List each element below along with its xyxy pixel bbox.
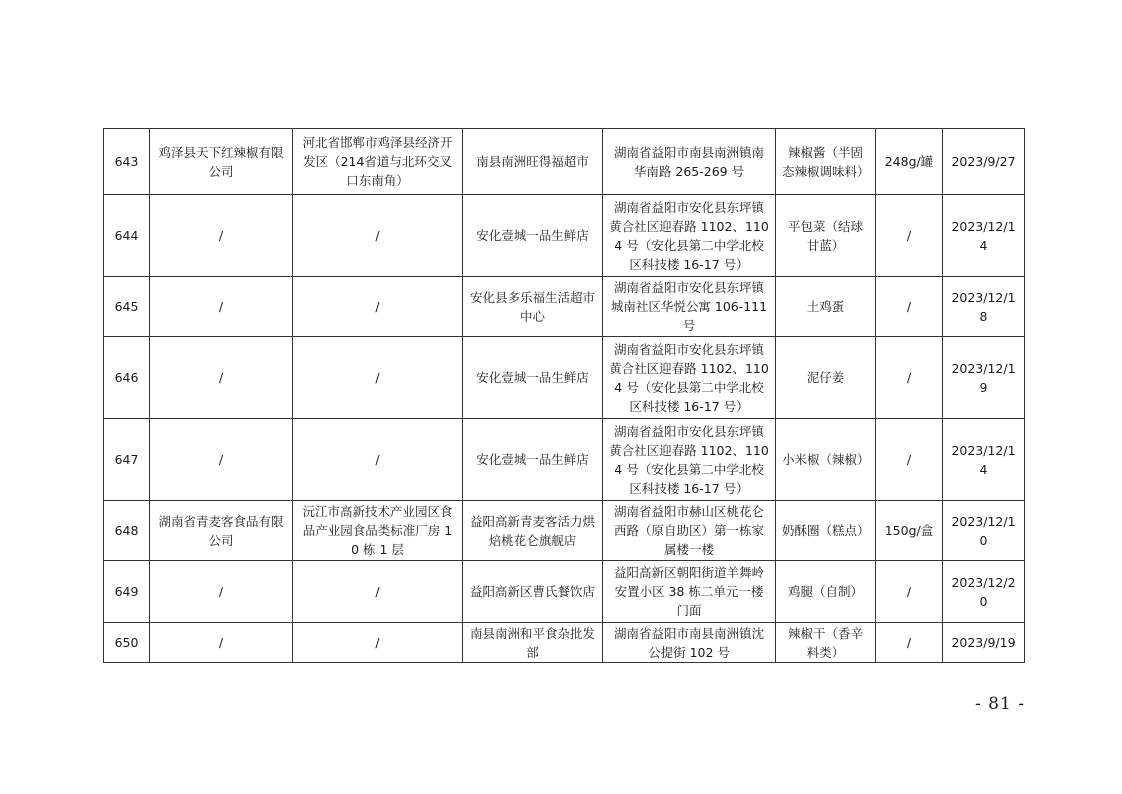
product-name-cell: 土鸡蛋	[776, 277, 876, 337]
production-date-cell: 2023/12/20	[943, 561, 1025, 623]
row-number-cell: 646	[104, 337, 150, 419]
product-name-cell: 辣椒酱（半固态辣椒调味料）	[776, 129, 876, 195]
producer-address-cell: /	[293, 277, 463, 337]
product-spec-cell: /	[876, 623, 943, 663]
producer-address-cell: /	[293, 195, 463, 277]
producer-address-cell: /	[293, 337, 463, 419]
product-name-cell: 平包菜（结球甘蓝）	[776, 195, 876, 277]
row-number-cell: 650	[104, 623, 150, 663]
seller-address-cell: 湖南省益阳市南县南洲镇南华南路 265-269 号	[603, 129, 776, 195]
table-row	[104, 129, 1025, 195]
table-row	[104, 277, 1025, 337]
table-row	[104, 337, 1025, 419]
product-spec-cell: 248g/罐	[876, 129, 943, 195]
seller-name-cell: 南县南洲旺得福超市	[463, 129, 603, 195]
producer-address-cell: 沅江市高新技术产业园区食品产业园食品类标准厂房 10 栋 1 层	[293, 501, 463, 561]
seller-name-cell: 益阳高新区曹氏餐饮店	[463, 561, 603, 623]
production-date-cell: 2023/9/27	[943, 129, 1025, 195]
page-number: - 81 -	[975, 694, 1025, 714]
row-number-cell: 645	[104, 277, 150, 337]
table-row	[104, 561, 1025, 623]
table-row	[104, 195, 1025, 277]
seller-name-cell: 安化壹城一品生鲜店	[463, 337, 603, 419]
producer-name-cell: /	[150, 277, 293, 337]
production-date-cell: 2023/12/10	[943, 501, 1025, 561]
seller-name-cell: 安化县多乐福生活超市中心	[463, 277, 603, 337]
row-number-cell: 648	[104, 501, 150, 561]
product-spec-cell: /	[876, 277, 943, 337]
production-date-cell: 2023/9/19	[943, 623, 1025, 663]
seller-address-cell: 湖南省益阳市安化县东坪镇黄合社区迎春路 1102、1104 号（安化县第二中学北校区科技楼 16-17 号）	[603, 337, 776, 419]
table-row	[104, 501, 1025, 561]
product-spec-cell: /	[876, 419, 943, 501]
table-row	[104, 623, 1025, 663]
producer-name-cell: 鸡泽县天下红辣椒有限公司	[150, 129, 293, 195]
product-spec-cell: /	[876, 337, 943, 419]
seller-address-cell: 湖南省益阳市南县南洲镇沈公提街 102 号	[603, 623, 776, 663]
row-number-cell: 643	[104, 129, 150, 195]
seller-address-cell: 湖南省益阳市赫山区桃花仑西路（原自助区）第一栋家属楼一楼	[603, 501, 776, 561]
producer-address-cell: /	[293, 623, 463, 663]
seller-name-cell: 安化壹城一品生鲜店	[463, 419, 603, 501]
production-date-cell: 2023/12/18	[943, 277, 1025, 337]
producer-name-cell: /	[150, 337, 293, 419]
producer-name-cell: /	[150, 419, 293, 501]
product-spec-cell: 150g/盒	[876, 501, 943, 561]
production-date-cell: 2023/12/14	[943, 195, 1025, 277]
row-number-cell: 647	[104, 419, 150, 501]
product-spec-cell: /	[876, 195, 943, 277]
seller-address-cell: 湖南省益阳市安化县东坪镇黄合社区迎春路 1102、1104 号（安化县第二中学北校区科技楼 16-17 号）	[603, 419, 776, 501]
table-row	[104, 419, 1025, 501]
production-date-cell: 2023/12/14	[943, 419, 1025, 501]
records-table	[103, 128, 1025, 663]
producer-address-cell: 河北省邯郸市鸡泽县经济开发区（214省道与北环交叉口东南角）	[293, 129, 463, 195]
table-body	[104, 129, 1025, 663]
producer-name-cell: /	[150, 195, 293, 277]
row-number-cell: 644	[104, 195, 150, 277]
production-date-cell: 2023/12/19	[943, 337, 1025, 419]
producer-address-cell: /	[293, 419, 463, 501]
product-name-cell: 泥仔姜	[776, 337, 876, 419]
seller-name-cell: 安化壹城一品生鲜店	[463, 195, 603, 277]
seller-address-cell: 湖南省益阳市安化县东坪镇城南社区华悦公寓 106-111 号	[603, 277, 776, 337]
producer-name-cell: /	[150, 623, 293, 663]
producer-name-cell: 湖南省青麦客食品有限公司	[150, 501, 293, 561]
product-name-cell: 小米椒（辣椒）	[776, 419, 876, 501]
seller-name-cell: 益阳高新青麦客活力烘焙桃花仑旗舰店	[463, 501, 603, 561]
seller-address-cell: 益阳高新区朝阳街道羊舞岭安置小区 38 栋二单元一楼门面	[603, 561, 776, 623]
producer-address-cell: /	[293, 561, 463, 623]
seller-name-cell: 南县南洲和平食杂批发部	[463, 623, 603, 663]
product-name-cell: 辣椒干（香辛料类）	[776, 623, 876, 663]
producer-name-cell: /	[150, 561, 293, 623]
product-spec-cell: /	[876, 561, 943, 623]
product-name-cell: 鸡腿（自制）	[776, 561, 876, 623]
product-name-cell: 奶酥圈（糕点）	[776, 501, 876, 561]
seller-address-cell: 湖南省益阳市安化县东坪镇黄合社区迎春路 1102、1104 号（安化县第二中学北校区科技楼 16-17 号）	[603, 195, 776, 277]
row-number-cell: 649	[104, 561, 150, 623]
